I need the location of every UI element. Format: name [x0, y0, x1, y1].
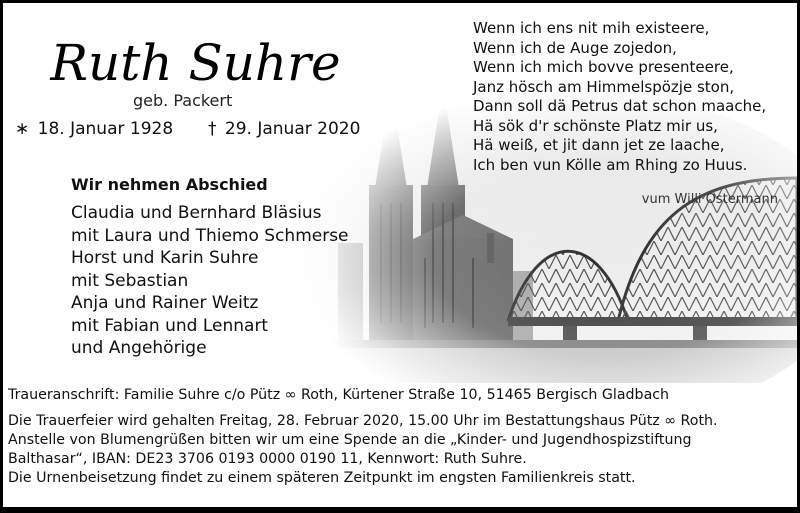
poem-author: vum Willi Ostermann — [641, 192, 778, 207]
maiden-name: geb. Packert — [133, 91, 233, 110]
footer-info — [8, 386, 794, 488]
poem-line: Dann soll dä Petrus dat schon maache, — [473, 97, 767, 115]
birth-symbol: ∗ — [15, 119, 30, 139]
poem-line: Wenn ich de Auge zojedon, — [473, 38, 677, 57]
mourner-line: Horst und Karin Suhre — [71, 248, 259, 268]
poem — [473, 19, 766, 175]
funeral-address: Traueranschrift: Familie Suhre c/o Pütz ∞ Roth, Kürtener Straße 10, 51465 Bergisch Gladbach — [8, 387, 670, 403]
poem-line: Wenn ich mich bovve presenteere, — [473, 58, 734, 76]
poem-line: Wenn ich ens nit mih existeere, — [473, 19, 710, 37]
mourner-line: mit Laura und Thiemo Schmerse — [71, 225, 349, 246]
mourner-line: mit Sebastian — [71, 270, 189, 291]
mourner-line: und Angehörige — [71, 338, 207, 358]
mourner-line: mit Fabian und Lennart — [71, 315, 269, 336]
mourner-line: Anja und Rainer Weitz — [71, 293, 259, 313]
obituary-notice — [3, 3, 797, 507]
poem-line: Hä weiß, et jit dann jet ze laache, — [473, 136, 725, 154]
poem-line: Hä sök d'r schönste Platz mir us, — [473, 116, 718, 135]
deceased-name: Ruth Suhre — [50, 34, 341, 92]
donation-info-line-2: Balthasar“, IBAN: DE23 3706 0193 0000 0190 11, Kennwort: Ruth Suhre. — [8, 451, 527, 467]
ceremony-info: Die Trauerfeier wird gehalten Freitag, 28. Februar 2020, 15.00 Uhr im Bestattungshaus Pütz ∞ Roth. — [8, 413, 718, 429]
birth-date-line — [15, 119, 173, 139]
farewell-heading: Wir nehmen Abschied — [71, 175, 268, 194]
death-date: 29. Januar 2020 — [224, 119, 361, 139]
mourner-line: Claudia und Bernhard Bläsius — [71, 203, 322, 223]
urn-burial-info: Die Urnenbeisetzung findet zu einem späteren Zeitpunkt im engsten Familienkreis statt. — [8, 470, 636, 486]
death-date-line — [208, 119, 360, 139]
poem-line: Ich ben vun Kölle am Rhing zo Huus. — [473, 155, 748, 174]
death-symbol: † — [208, 119, 217, 139]
birth-date: 18. Januar 1928 — [37, 119, 174, 139]
mourners-list — [71, 202, 349, 360]
donation-info-line-1: Anstelle von Blumengrüßen bitten wir um eine Spende an die „Kinder- und Jugendhospizstiftung — [8, 432, 692, 448]
poem-line: Janz hösch am Himmelspözje ston, — [473, 77, 735, 96]
